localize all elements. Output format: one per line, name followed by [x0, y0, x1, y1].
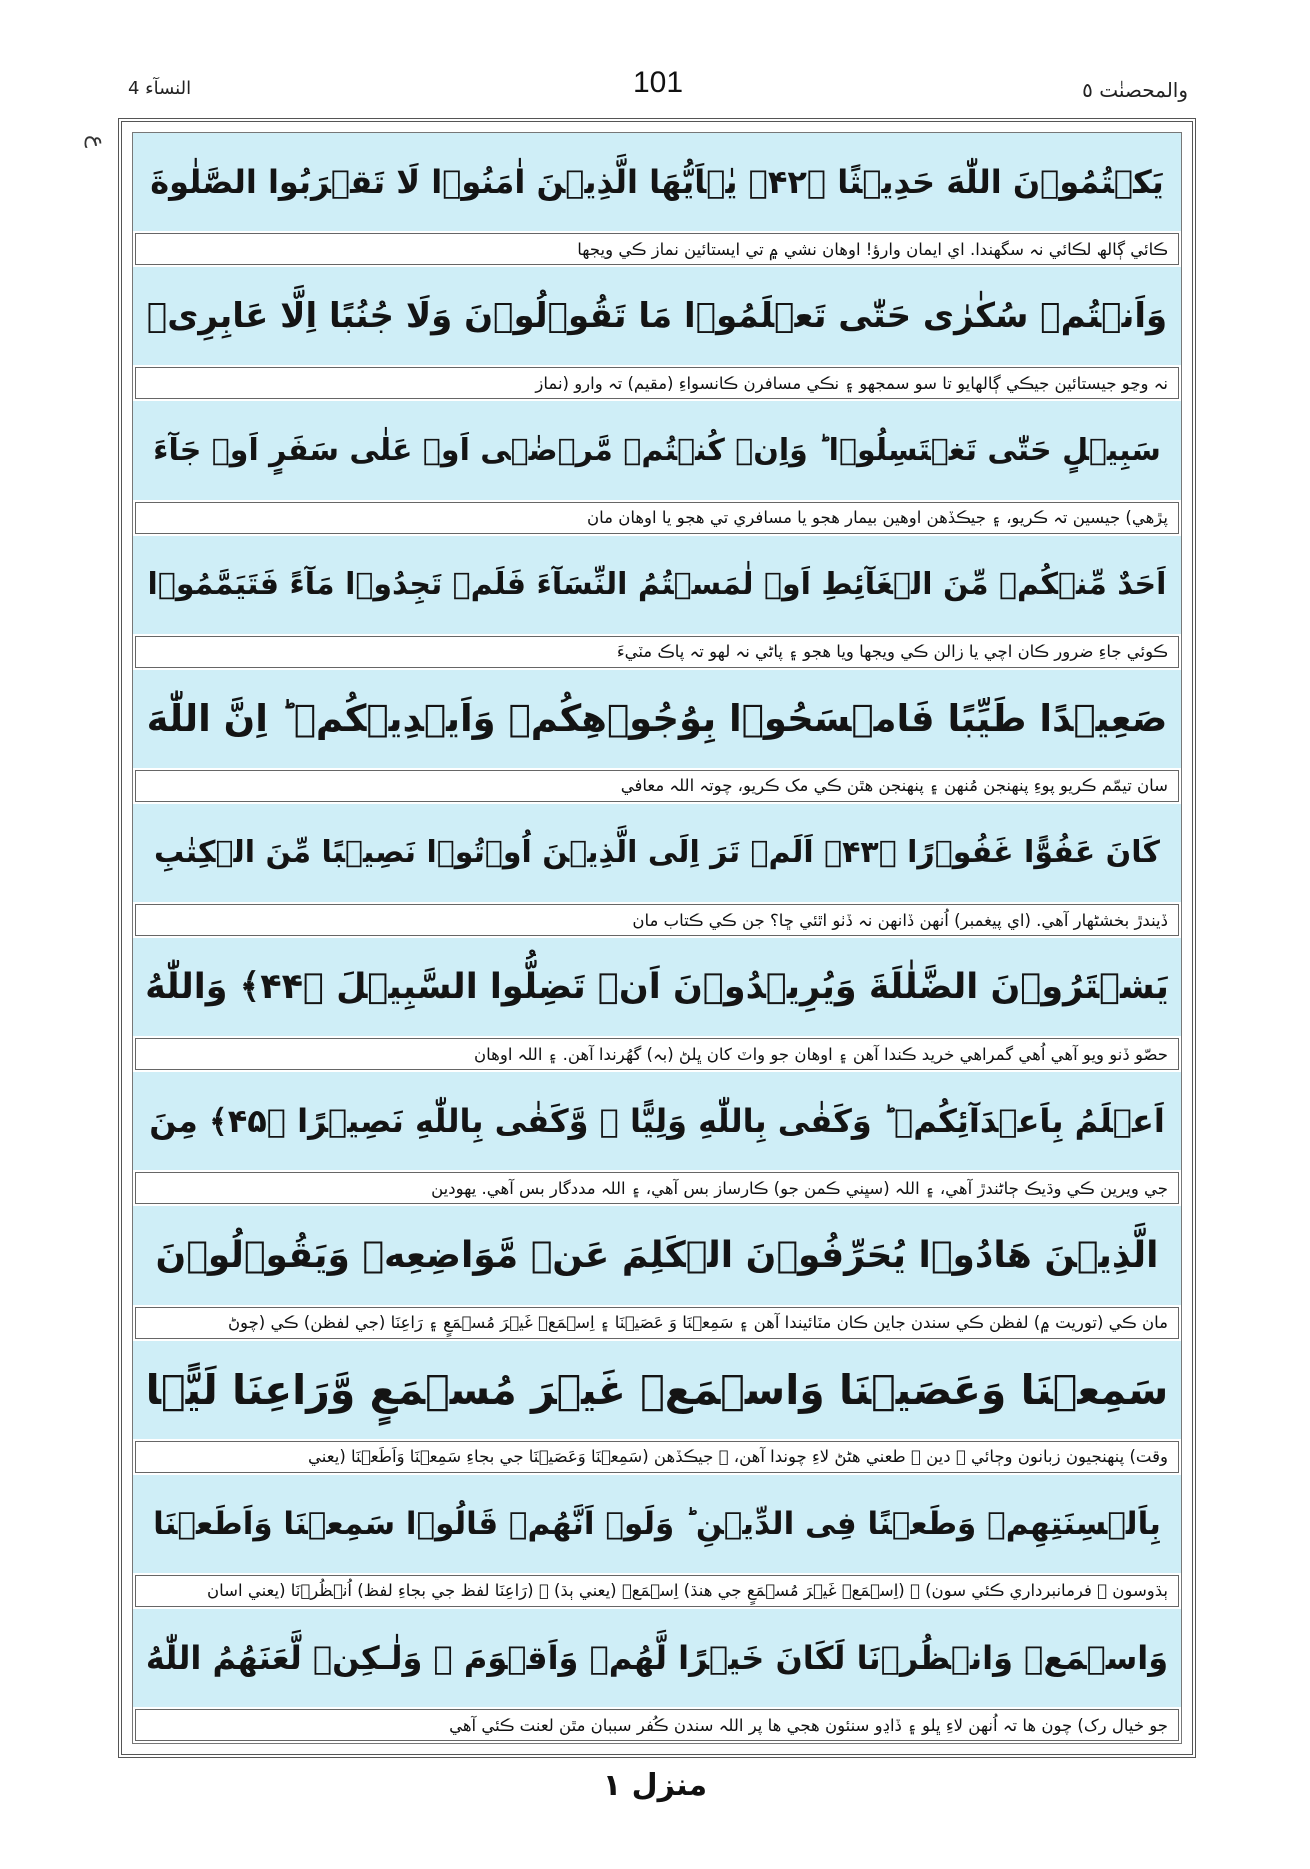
- surah-header-label: النسآء 4: [128, 78, 192, 99]
- arabic-verse-line: بِاَلۡسِنَتِهِمۡ وَطَعۡنًا فِى الدِّيۡنِ ؕ وَلَوۡ اَنَّهُمۡ قَالُوۡا سَمِعۡنَا وَاَطَعۡنَا: [133, 1475, 1181, 1573]
- arabic-verse-line: صَعِيۡدًا طَيِّبًا فَامۡسَحُوۡا بِوُجُوۡهِكُمۡ وَاَيۡدِيۡكُمۡ ؕ اِنَّ اللّٰهَ: [133, 670, 1181, 768]
- arabic-verse-line: اَحَدٌ مِّنۡكُمۡ مِّنَ الۡغَآئِطِ اَوۡ لٰمَسۡتُمُ النِّسَآءَ فَلَمۡ تَجِدُوۡا مَآءً فَتَيَمَّمُوۡا: [133, 536, 1181, 634]
- ruku-marker: ع: [84, 135, 109, 149]
- sindhi-translation-line: نہ وڃو جيستائين جيڪي ڳالھايو تا سو سمجھو ۽ نڪي مسافرن ڪانسواءِ (مقيم) تہ وارو (نماز: [135, 367, 1179, 399]
- sindhi-translation-line: مان ڪي (توريت ۾) لفظن ڪي سندن جاين ڪان مٽائيندا آھن ۽ سَمِعۡنَا وَ عَصَيۡنَا ۽ اِسۡمَعۡ غَيۡرَ مُسۡمَعٍ ۽ رَاعِنَا (جي لفظن) ڪي (چوڻ: [135, 1307, 1179, 1339]
- verse-line-pair: [133, 133, 1181, 267]
- verse-line-pair: [133, 670, 1181, 804]
- arabic-verse-line: وَاسۡمَعۡ وَانۡظُرۡنَا لَكَانَ خَيۡرًا لَّهُمۡ وَاَقۡوَمَ ۙ وَلٰـكِنۡ لَّعَنَهُمُ اللّٰهُ: [133, 1609, 1181, 1707]
- page-frame: [118, 118, 1196, 1758]
- sindhi-translation-line: پڙھي) جيسين تہ ڪريو، ۽ جيڪڏھن اوھين بيمار ھجو يا مسافري تي ھجو يا اوھان مان: [135, 502, 1179, 534]
- arabic-verse-line: سَمِعۡنَا وَعَصَيۡنَا وَاسۡمَعۡ غَيۡرَ مُسۡمَعٍ وَّرَاعِنَا لَيًّۢا: [133, 1341, 1181, 1439]
- manzil-footer: منزل ١: [602, 1768, 708, 1803]
- arabic-verse-line: الَّذِيۡنَ هَادُوۡا يُحَرِّفُوۡنَ الۡكَلِمَ عَنۡ مَّوَاضِعِهٖ وَيَقُوۡلُوۡنَ: [133, 1206, 1181, 1304]
- verse-line-pair: [133, 1072, 1181, 1206]
- arabic-verse-line: كَانَ عَفُوًّا غَفُوۡرًا ﴿۴۳﴾ اَلَمۡ تَرَ اِلَى الَّذِيۡنَ اُوۡتُوۡا نَصِيۡبًا مِّنَ الۡكِتٰبِ: [133, 804, 1181, 902]
- page-number: 101: [632, 66, 684, 99]
- sindhi-translation-line: ڪائي ڳالھ لڪائي نہ سگھندا. اي ايمان وارؤ! اوھان نشي ۾ تي ايستائين نماز ڪي ويجھا: [135, 233, 1179, 265]
- sindhi-translation-line: ڪوئي جاءِ ضرور ڪان اچي يا زالن ڪي ويجھا ويا ھجو ۽ پاڻي نہ لھو تہ پاڪ مٽيءَ: [135, 636, 1179, 668]
- arabic-verse-line: اَعۡلَمُ بِاَعۡدَآئِكُمۡ ؕ وَكَفٰى بِاللّٰهِ وَلِيًّا ۙ وَّكَفٰى بِاللّٰهِ نَصِيۡرًا ﴿۴۵﴾ مِنَ: [133, 1072, 1181, 1170]
- verse-line-pair: [133, 536, 1181, 670]
- arabic-verse-line: سَبِيۡلٍ حَتّٰى تَغۡتَسِلُوۡا ؕ وَاِنۡ كُنۡتُمۡ مَّرۡضٰۤى اَوۡ عَلٰى سَفَرٍ اَوۡ جَآءَ: [133, 401, 1181, 499]
- arabic-verse-line: يَشۡتَرُوۡنَ الضَّلٰلَةَ وَيُرِيۡدُوۡنَ اَنۡ تَضِلُّوا السَّبِيۡلَ ﴿۴۴﴾ وَاللّٰهُ: [133, 938, 1181, 1036]
- page-header: [118, 58, 1198, 118]
- verse-line-pair: [133, 1475, 1181, 1609]
- juz-header-label: والمحصنٰت ٥: [1082, 78, 1188, 102]
- arabic-verse-line: يَكۡتُمُوۡنَ اللّٰهَ حَدِيۡثًا ﴿۴۲﴾ يٰۤاَيُّهَا الَّذِيۡنَ اٰمَنُوۡا لَا تَقۡرَبُوا الصَّلٰوةَ: [133, 133, 1181, 231]
- sindhi-translation-line: جي ويرين ڪي وڌيڪ ڄاڻندڙ آھي، ۽ اللہ (سڀني ڪمن جو) ڪارساز بس آھي، ۽ اللہ مددگار بس آھي. يھودين: [135, 1172, 1179, 1204]
- sindhi-translation-line: حصّو ڏنو ويو آھي اُھي گمراھي خريد ڪندا آھن ۽ اوھان جو واٽ کان ڀلڻ (بہ) گھُرندا آھن. ۽ اللہ اوھان: [135, 1038, 1179, 1070]
- sindhi-translation-line: جو خيال رک) چون ھا تہ اُنھن لاءِ ڀلو ۽ ڏاڍو سنئون ھجي ھا پر اللہ سندن ڪُفر سببان مٿن لعنت ڪئي آھي: [135, 1709, 1179, 1741]
- arabic-verse-line: وَاَنۡتُمۡ سُكٰرٰى حَتّٰى تَعۡلَمُوۡا مَا تَقُوۡلُوۡنَ وَلَا جُنُبًا اِلَّا عَابِرِىۡ: [133, 267, 1181, 365]
- verse-line-pair: [133, 1341, 1181, 1475]
- verse-line-pair: [133, 938, 1181, 1072]
- verse-line-pair: [133, 401, 1181, 535]
- sindhi-translation-line: وقت) پنھنجيون زبانون وڄائي ۽ دين ۾ طعني ھڻڻ لاءِ چوندا آھن، ۽ جيڪڏھن (سَمِعۡنَا وَعَصَيۡنَا جي بجاءِ سَمِعۡنَا وَاَطَعۡنَا (يعني: [135, 1441, 1179, 1473]
- sindhi-translation-line: ٻڌوسون ۽ فرمانبرداري ڪئي سون) ۽ (اِسۡمَعۡ غَيۡرَ مُسۡمَعٍ جي ھنڌ) اِسۡمَعۡ (يعني ٻڌ) ۽ (رَاعِنَا لفظ جي بجاءِ لفظ) اُنۡظُرۡنَا (يعني اسان: [135, 1575, 1179, 1607]
- verse-line-pair: [133, 1206, 1181, 1340]
- sindhi-translation-line: سان تيمّم ڪريو پوءِ پنھنجن مُنھن ۽ پنھنجن ھٿن ڪي مک ڪريو، چوتہ اللہ معافي: [135, 770, 1179, 802]
- sindhi-translation-line: ڏيندڙ بخشڻھار آھي. (اي پيغمبر) اُنھن ڏانھن نہ ڏٺو اٿئي ڇا؟ جن ڪي ڪتاب مان: [135, 904, 1179, 936]
- verse-line-pair: [133, 1609, 1181, 1743]
- verse-lines: [132, 132, 1182, 1744]
- verse-line-pair: [133, 267, 1181, 401]
- verse-line-pair: [133, 804, 1181, 938]
